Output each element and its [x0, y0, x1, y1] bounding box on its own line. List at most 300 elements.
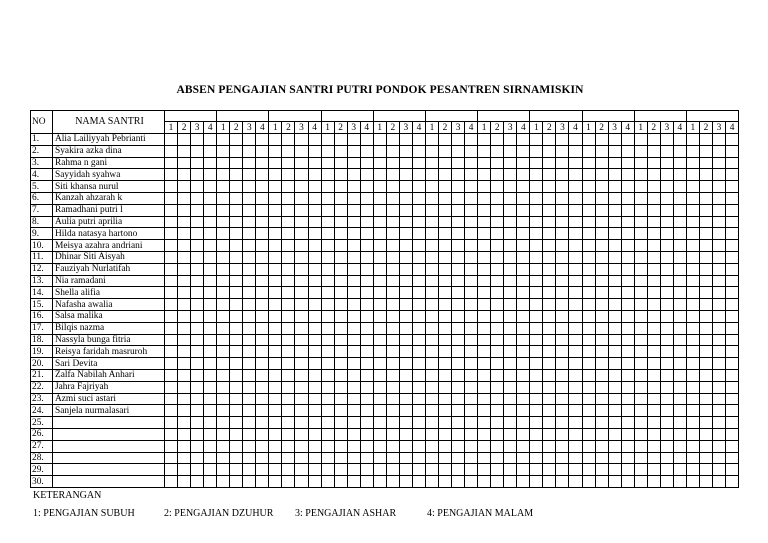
- attendance-cell: [699, 346, 712, 358]
- attendance-cell: [308, 251, 321, 263]
- attendance-cell: [491, 322, 504, 334]
- attendance-cell: [269, 275, 282, 287]
- session-number: 4: [360, 122, 373, 134]
- attendance-cell: [465, 393, 478, 405]
- attendance-cell: [478, 192, 491, 204]
- attendance-cell: [386, 204, 399, 216]
- attendance-cell: [726, 204, 739, 216]
- attendance-cell: [386, 440, 399, 452]
- attendance-cell: [569, 428, 582, 440]
- attendance-cell: [686, 145, 699, 157]
- attendance-cell: [282, 417, 295, 429]
- attendance-cell: [595, 251, 608, 263]
- attendance-cell: [530, 134, 543, 146]
- attendance-cell: [634, 204, 647, 216]
- attendance-cell: [308, 405, 321, 417]
- attendance-cell: [595, 393, 608, 405]
- attendance-cell: [491, 181, 504, 193]
- attendance-cell: [347, 405, 360, 417]
- attendance-cell: [530, 263, 543, 275]
- attendance-cell: [491, 204, 504, 216]
- attendance-cell: [673, 381, 686, 393]
- attendance-cell: [712, 369, 725, 381]
- attendance-cell: [530, 216, 543, 228]
- attendance-cell: [243, 452, 256, 464]
- attendance-cell: [504, 287, 517, 299]
- attendance-cell: [543, 145, 556, 157]
- attendance-cell: [178, 240, 191, 252]
- attendance-cell: [452, 322, 465, 334]
- attendance-cell: [543, 405, 556, 417]
- attendance-cell: [321, 204, 334, 216]
- attendance-cell: [660, 157, 673, 169]
- session-number: 2: [543, 122, 556, 134]
- attendance-cell: [438, 322, 451, 334]
- attendance-cell: [517, 381, 530, 393]
- attendance-cell: [465, 476, 478, 488]
- session-number: 1: [321, 122, 334, 134]
- attendance-cell: [308, 310, 321, 322]
- attendance-cell: [165, 204, 178, 216]
- attendance-cell: [399, 240, 412, 252]
- attendance-cell: [425, 464, 438, 476]
- attendance-cell: [243, 476, 256, 488]
- attendance-cell: [178, 169, 191, 181]
- attendance-cell: [425, 381, 438, 393]
- attendance-cell: [373, 334, 386, 346]
- attendance-cell: [438, 464, 451, 476]
- attendance-cell: [530, 192, 543, 204]
- attendance-cell: [438, 417, 451, 429]
- attendance-cell: [386, 299, 399, 311]
- attendance-cell: [699, 299, 712, 311]
- attendance-cell: [504, 440, 517, 452]
- attendance-cell: [478, 381, 491, 393]
- attendance-cell: [478, 287, 491, 299]
- attendance-cell: [360, 192, 373, 204]
- attendance-cell: [295, 310, 308, 322]
- attendance-cell: [504, 476, 517, 488]
- attendance-cell: [621, 287, 634, 299]
- attendance-cell: [412, 263, 425, 275]
- attendance-cell: [452, 287, 465, 299]
- attendance-cell: [621, 145, 634, 157]
- attendance-cell: [699, 310, 712, 322]
- attendance-cell: [256, 299, 269, 311]
- attendance-cell: [347, 346, 360, 358]
- attendance-cell: [699, 287, 712, 299]
- table-row: [31, 334, 739, 346]
- attendance-cell: [673, 476, 686, 488]
- attendance-cell: [478, 181, 491, 193]
- attendance-cell: [360, 204, 373, 216]
- attendance-cell: [569, 393, 582, 405]
- attendance-cell: [647, 287, 660, 299]
- attendance-cell: [308, 287, 321, 299]
- attendance-cell: [334, 169, 347, 181]
- attendance-cell: [504, 263, 517, 275]
- attendance-cell: [425, 440, 438, 452]
- attendance-cell: [178, 275, 191, 287]
- attendance-cell: [217, 452, 230, 464]
- attendance-cell: [452, 440, 465, 452]
- attendance-cell: [673, 428, 686, 440]
- attendance-cell: [386, 134, 399, 146]
- row-number: 7.: [31, 204, 53, 216]
- attendance-cell: [438, 216, 451, 228]
- attendance-cell: [504, 417, 517, 429]
- attendance-cell: [608, 334, 621, 346]
- santri-name: Zalfa Nabilah Anhari: [53, 369, 165, 381]
- row-number: 23.: [31, 393, 53, 405]
- attendance-cell: [334, 240, 347, 252]
- attendance-cell: [673, 452, 686, 464]
- attendance-cell: [425, 181, 438, 193]
- attendance-cell: [308, 322, 321, 334]
- attendance-cell: [178, 346, 191, 358]
- day-group-header: [373, 111, 425, 122]
- attendance-cell: [699, 476, 712, 488]
- attendance-cell: [556, 145, 569, 157]
- attendance-cell: [491, 346, 504, 358]
- attendance-cell: [386, 216, 399, 228]
- attendance-cell: [178, 287, 191, 299]
- attendance-cell: [334, 452, 347, 464]
- attendance-cell: [438, 346, 451, 358]
- attendance-cell: [660, 251, 673, 263]
- attendance-cell: [373, 346, 386, 358]
- attendance-cell: [712, 204, 725, 216]
- attendance-cell: [556, 228, 569, 240]
- attendance-cell: [517, 251, 530, 263]
- attendance-cell: [543, 169, 556, 181]
- attendance-cell: [217, 334, 230, 346]
- attendance-cell: [556, 240, 569, 252]
- attendance-cell: [517, 369, 530, 381]
- attendance-cell: [686, 393, 699, 405]
- attendance-cell: [517, 275, 530, 287]
- attendance-cell: [647, 216, 660, 228]
- attendance-cell: [360, 157, 373, 169]
- attendance-cell: [582, 346, 595, 358]
- attendance-cell: [712, 393, 725, 405]
- attendance-cell: [425, 192, 438, 204]
- attendance-cell: [569, 181, 582, 193]
- attendance-cell: [217, 287, 230, 299]
- attendance-cell: [256, 263, 269, 275]
- attendance-cell: [178, 369, 191, 381]
- attendance-cell: [634, 157, 647, 169]
- attendance-cell: [178, 452, 191, 464]
- attendance-cell: [726, 334, 739, 346]
- attendance-cell: [543, 240, 556, 252]
- santri-name: Fauziyah Nurlatifah: [53, 263, 165, 275]
- attendance-cell: [256, 428, 269, 440]
- attendance-cell: [438, 228, 451, 240]
- attendance-cell: [504, 346, 517, 358]
- attendance-cell: [321, 334, 334, 346]
- attendance-cell: [673, 405, 686, 417]
- attendance-cell: [634, 464, 647, 476]
- attendance-cell: [282, 322, 295, 334]
- day-group-header: [582, 111, 634, 122]
- attendance-cell: [347, 322, 360, 334]
- attendance-cell: [386, 145, 399, 157]
- attendance-cell: [243, 346, 256, 358]
- santri-name: Dhinar Siti Aisyah: [53, 251, 165, 263]
- attendance-cell: [308, 476, 321, 488]
- attendance-cell: [295, 287, 308, 299]
- row-number: 8.: [31, 216, 53, 228]
- attendance-cell: [726, 169, 739, 181]
- attendance-cell: [465, 263, 478, 275]
- attendance-cell: [517, 405, 530, 417]
- attendance-cell: [360, 169, 373, 181]
- attendance-cell: [412, 216, 425, 228]
- attendance-cell: [373, 145, 386, 157]
- attendance-cell: [569, 216, 582, 228]
- attendance-cell: [569, 369, 582, 381]
- attendance-cell: [452, 228, 465, 240]
- attendance-cell: [165, 240, 178, 252]
- attendance-cell: [673, 299, 686, 311]
- attendance-cell: [491, 228, 504, 240]
- attendance-cell: [386, 369, 399, 381]
- attendance-cell: [360, 251, 373, 263]
- day-group-header: [634, 111, 686, 122]
- attendance-cell: [282, 299, 295, 311]
- attendance-cell: [517, 393, 530, 405]
- day-group-header: [165, 111, 217, 122]
- santri-name: Jahra Fajriyah: [53, 381, 165, 393]
- attendance-cell: [569, 417, 582, 429]
- attendance-cell: [699, 157, 712, 169]
- attendance-cell: [712, 263, 725, 275]
- attendance-cell: [686, 299, 699, 311]
- attendance-cell: [530, 452, 543, 464]
- attendance-cell: [399, 157, 412, 169]
- attendance-cell: [282, 275, 295, 287]
- attendance-cell: [243, 299, 256, 311]
- attendance-cell: [399, 334, 412, 346]
- attendance-cell: [556, 204, 569, 216]
- santri-name: Rahma n gani: [53, 157, 165, 169]
- attendance-cell: [478, 228, 491, 240]
- attendance-cell: [595, 405, 608, 417]
- attendance-cell: [230, 228, 243, 240]
- table-row: [31, 145, 739, 157]
- attendance-cell: [452, 358, 465, 370]
- santri-name: Nia ramadani: [53, 275, 165, 287]
- attendance-cell: [530, 181, 543, 193]
- attendance-cell: [178, 216, 191, 228]
- attendance-cell: [478, 251, 491, 263]
- attendance-cell: [530, 204, 543, 216]
- attendance-cell: [425, 369, 438, 381]
- attendance-cell: [543, 157, 556, 169]
- attendance-cell: [334, 216, 347, 228]
- attendance-cell: [438, 275, 451, 287]
- attendance-cell: [334, 157, 347, 169]
- attendance-cell: [256, 440, 269, 452]
- attendance-cell: [295, 452, 308, 464]
- santri-name: Alia Lailiyyah Pebrianti: [53, 134, 165, 146]
- attendance-cell: [699, 334, 712, 346]
- attendance-cell: [269, 417, 282, 429]
- attendance-cell: [634, 310, 647, 322]
- attendance-cell: [530, 228, 543, 240]
- attendance-cell: [243, 251, 256, 263]
- attendance-cell: [438, 476, 451, 488]
- attendance-cell: [191, 240, 204, 252]
- attendance-cell: [726, 452, 739, 464]
- attendance-cell: [621, 358, 634, 370]
- day-group-header: [321, 111, 373, 122]
- attendance-cell: [360, 381, 373, 393]
- attendance-cell: [699, 358, 712, 370]
- session-number: 2: [334, 122, 347, 134]
- attendance-cell: [517, 322, 530, 334]
- attendance-cell: [191, 369, 204, 381]
- attendance-cell: [517, 228, 530, 240]
- attendance-cell: [556, 428, 569, 440]
- attendance-cell: [647, 476, 660, 488]
- attendance-cell: [712, 228, 725, 240]
- attendance-cell: [491, 287, 504, 299]
- santri-name: Nafasha awalia: [53, 299, 165, 311]
- attendance-cell: [425, 228, 438, 240]
- attendance-cell: [595, 452, 608, 464]
- attendance-cell: [686, 204, 699, 216]
- attendance-cell: [712, 322, 725, 334]
- attendance-cell: [517, 358, 530, 370]
- attendance-cell: [452, 310, 465, 322]
- attendance-cell: [360, 464, 373, 476]
- session-number: 3: [452, 122, 465, 134]
- attendance-cell: [438, 334, 451, 346]
- attendance-cell: [595, 169, 608, 181]
- santri-name: Sari Devita: [53, 358, 165, 370]
- attendance-cell: [452, 263, 465, 275]
- attendance-cell: [347, 275, 360, 287]
- attendance-cell: [269, 334, 282, 346]
- attendance-cell: [438, 157, 451, 169]
- attendance-cell: [556, 322, 569, 334]
- attendance-cell: [530, 417, 543, 429]
- attendance-cell: [360, 310, 373, 322]
- attendance-cell: [504, 181, 517, 193]
- attendance-cell: [712, 275, 725, 287]
- session-number: 2: [282, 122, 295, 134]
- attendance-cell: [504, 169, 517, 181]
- session-number: 3: [556, 122, 569, 134]
- attendance-cell: [386, 393, 399, 405]
- attendance-cell: [726, 405, 739, 417]
- attendance-cell: [321, 287, 334, 299]
- session-number: 3: [712, 122, 725, 134]
- attendance-cell: [621, 428, 634, 440]
- attendance-cell: [452, 428, 465, 440]
- attendance-cell: [699, 405, 712, 417]
- attendance-cell: [582, 428, 595, 440]
- table-row: [31, 204, 739, 216]
- attendance-cell: [686, 157, 699, 169]
- attendance-cell: [191, 251, 204, 263]
- attendance-cell: [673, 417, 686, 429]
- attendance-cell: [425, 251, 438, 263]
- attendance-cell: [295, 464, 308, 476]
- attendance-cell: [673, 181, 686, 193]
- attendance-cell: [269, 263, 282, 275]
- attendance-cell: [517, 346, 530, 358]
- attendance-cell: [726, 192, 739, 204]
- santri-name: Azmi suci astari: [53, 393, 165, 405]
- attendance-cell: [556, 476, 569, 488]
- attendance-cell: [647, 157, 660, 169]
- attendance-cell: [608, 181, 621, 193]
- santri-name: Hilda natasya hartono: [53, 228, 165, 240]
- attendance-cell: [386, 157, 399, 169]
- attendance-cell: [569, 157, 582, 169]
- attendance-cell: [699, 464, 712, 476]
- attendance-cell: [621, 322, 634, 334]
- attendance-cell: [334, 417, 347, 429]
- attendance-cell: [217, 263, 230, 275]
- attendance-cell: [282, 334, 295, 346]
- session-number: 3: [295, 122, 308, 134]
- attendance-cell: [399, 346, 412, 358]
- attendance-cell: [269, 299, 282, 311]
- attendance-cell: [530, 428, 543, 440]
- attendance-cell: [204, 417, 217, 429]
- attendance-cell: [569, 228, 582, 240]
- attendance-cell: [321, 181, 334, 193]
- attendance-cell: [412, 251, 425, 263]
- attendance-cell: [399, 216, 412, 228]
- attendance-cell: [452, 393, 465, 405]
- attendance-cell: [373, 440, 386, 452]
- attendance-cell: [582, 251, 595, 263]
- attendance-cell: [673, 393, 686, 405]
- attendance-cell: [204, 381, 217, 393]
- attendance-cell: [438, 299, 451, 311]
- attendance-cell: [425, 322, 438, 334]
- attendance-cell: [295, 216, 308, 228]
- attendance-cell: [452, 251, 465, 263]
- attendance-cell: [543, 263, 556, 275]
- attendance-cell: [491, 299, 504, 311]
- attendance-cell: [504, 240, 517, 252]
- santri-name: Nassyla bunga fitria: [53, 334, 165, 346]
- attendance-cell: [243, 334, 256, 346]
- attendance-cell: [438, 310, 451, 322]
- attendance-cell: [608, 157, 621, 169]
- attendance-cell: [543, 358, 556, 370]
- attendance-cell: [699, 134, 712, 146]
- attendance-cell: [425, 134, 438, 146]
- attendance-cell: [452, 369, 465, 381]
- attendance-cell: [269, 228, 282, 240]
- attendance-cell: [438, 240, 451, 252]
- attendance-cell: [399, 440, 412, 452]
- attendance-cell: [243, 369, 256, 381]
- attendance-cell: [699, 251, 712, 263]
- attendance-cell: [556, 275, 569, 287]
- attendance-cell: [530, 440, 543, 452]
- attendance-cell: [465, 334, 478, 346]
- attendance-cell: [647, 405, 660, 417]
- attendance-cell: [621, 417, 634, 429]
